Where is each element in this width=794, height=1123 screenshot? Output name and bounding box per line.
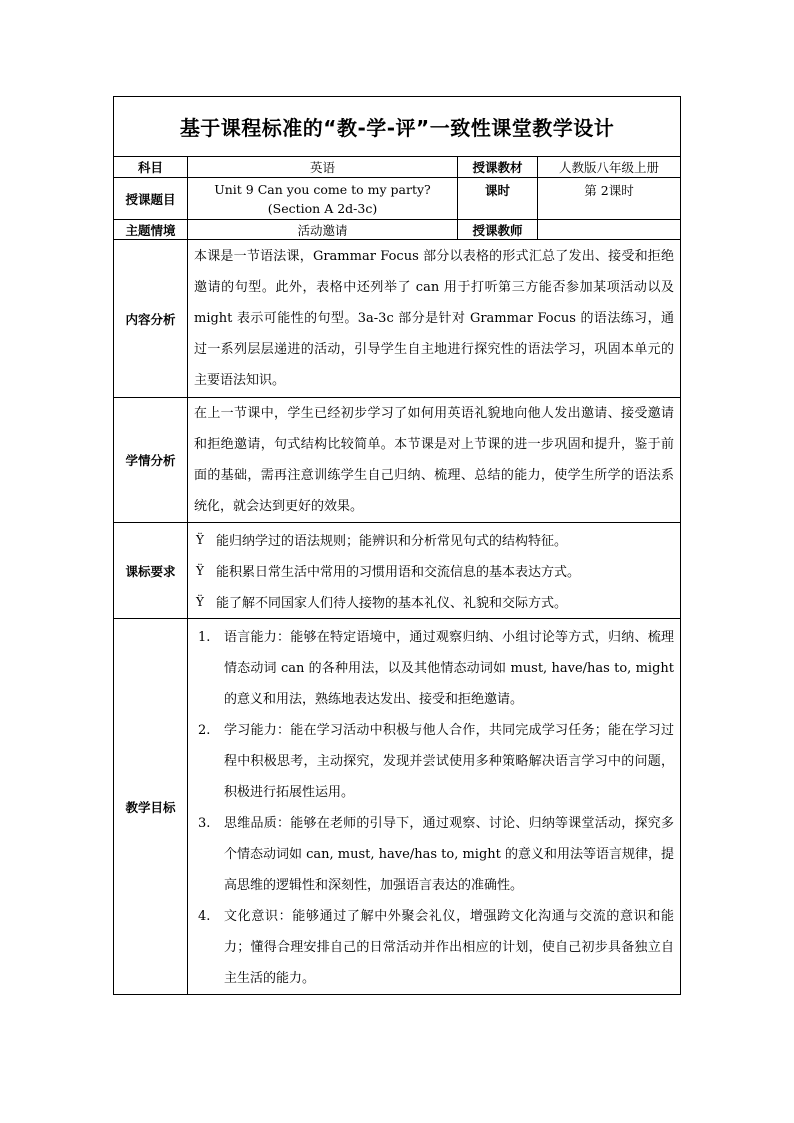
period-value: 第 2课时 [538,178,681,220]
material-value: 人教版八年级上册 [538,157,681,178]
bullet-marker: Ÿ [196,563,204,578]
objective-text: 思维品质：能够在老师的引导下，通过观察、讨论、归纳等课堂活动，探究多个情态动词如 can, must, have/has to, might 的意义和用法等语言规律，提高思维的逻辑性和深刻性，加强语言表达的准确性。 [224,816,675,893]
document-title: 基于课程标准的“教-学-评”一致性课堂教学设计 [114,97,681,157]
lesson-plan-table [113,96,681,995]
objectives-cell [188,619,681,995]
context-label: 主题情境 [114,220,188,240]
curriculum-item-text: 能归纳学过的语法规则；能辨识和分析常见句式的结构特征。 [216,534,568,549]
objective-number: 2. [198,723,211,738]
curriculum-item-text: 能了解不同国家人们待人接物的基本礼仪、礼貌和交际方式。 [216,596,568,611]
lesson-plan-document [113,96,680,995]
content-analysis-cell [188,240,681,398]
topic-label: 授课题目 [114,178,188,220]
curriculum-item [188,586,680,617]
objective-number: 4. [198,909,211,924]
bullet-marker: Ÿ [196,532,204,547]
objective-text: 语言能力：能够在特定语境中，通过观察归纳、小组讨论等方式，归纳、梳理情态动词 can 的各种用法，以及其他情态动词如 must, have/has to, might 的意义和用法，熟练地表达发出、接受和拒绝邀请。 [224,630,675,707]
material-label: 授课教材 [458,157,538,178]
period-label: 课时 [458,178,538,220]
bullet-marker: Ÿ [196,594,204,609]
learner-analysis-cell [188,398,681,523]
content-analysis-text: 本课是一节语法课，Grammar Focus 部分以表格的形式汇总了发出、接受和拒绝邀请的句型。此外，表格中还列举了 can 用于打听第三方能否参加某项活动以及 might 表示可能性的句型。3a-3c 部分是针对 Grammar Focus 的语法练习，通过一系列层层递进的活动，引导学生自主地进行探究性的语法学习，巩固本单元的主要语法知识。 [194,249,675,388]
learner-analysis-text: 在上一节课中，学生已经初步学习了如何用英语礼貌地向他人发出邀请、接受邀请和拒绝邀请，句式结构比较简单。本节课是对上节课的进一步巩固和提升，鉴于前面的基础，需再注意训练学生自己归纳、梳理、总结的能力，使学生所学的语法系统化，就会达到更好的效果。 [194,406,675,514]
objectives-label: 教学目标 [114,619,188,995]
objective-text: 学习能力：能在学习活动中积极与他人合作，共同完成学习任务；能在学习过程中积极思考，主动探究，发现并尝试使用多种策略解决语言学习中的问题，积极进行拓展性运用。 [224,723,675,800]
context-value: 活动邀请 [188,220,458,240]
topic-line2: (Section A 2d-3c) [267,201,378,216]
objective-number: 1. [198,630,211,645]
objective-item [188,901,680,994]
objective-number: 3. [198,816,211,831]
objective-item [188,622,680,715]
content-analysis-label: 内容分析 [114,240,188,398]
teacher-value [538,220,681,240]
curriculum-cell [188,523,681,619]
objective-item [188,808,680,901]
curriculum-item [188,555,680,586]
curriculum-item-text: 能积累日常生活中常用的习惯用语和交流信息的基本表达方式。 [216,565,581,580]
learner-analysis-label: 学情分析 [114,398,188,523]
objective-item [188,715,680,808]
subject-label: 科目 [114,157,188,178]
objective-text: 文化意识：能够通过了解中外聚会礼仪，增强跨文化沟通与交流的意识和能力；懂得合理安排自己的日常活动并作出相应的计划，使自己初步具备独立自主生活的能力。 [224,909,675,986]
topic-line1: Unit 9 Can you come to my party? [214,182,431,197]
curriculum-label: 课标要求 [114,523,188,619]
teacher-label: 授课教师 [458,220,538,240]
curriculum-item [188,524,680,555]
topic-value [188,178,458,220]
subject-value: 英语 [188,157,458,178]
